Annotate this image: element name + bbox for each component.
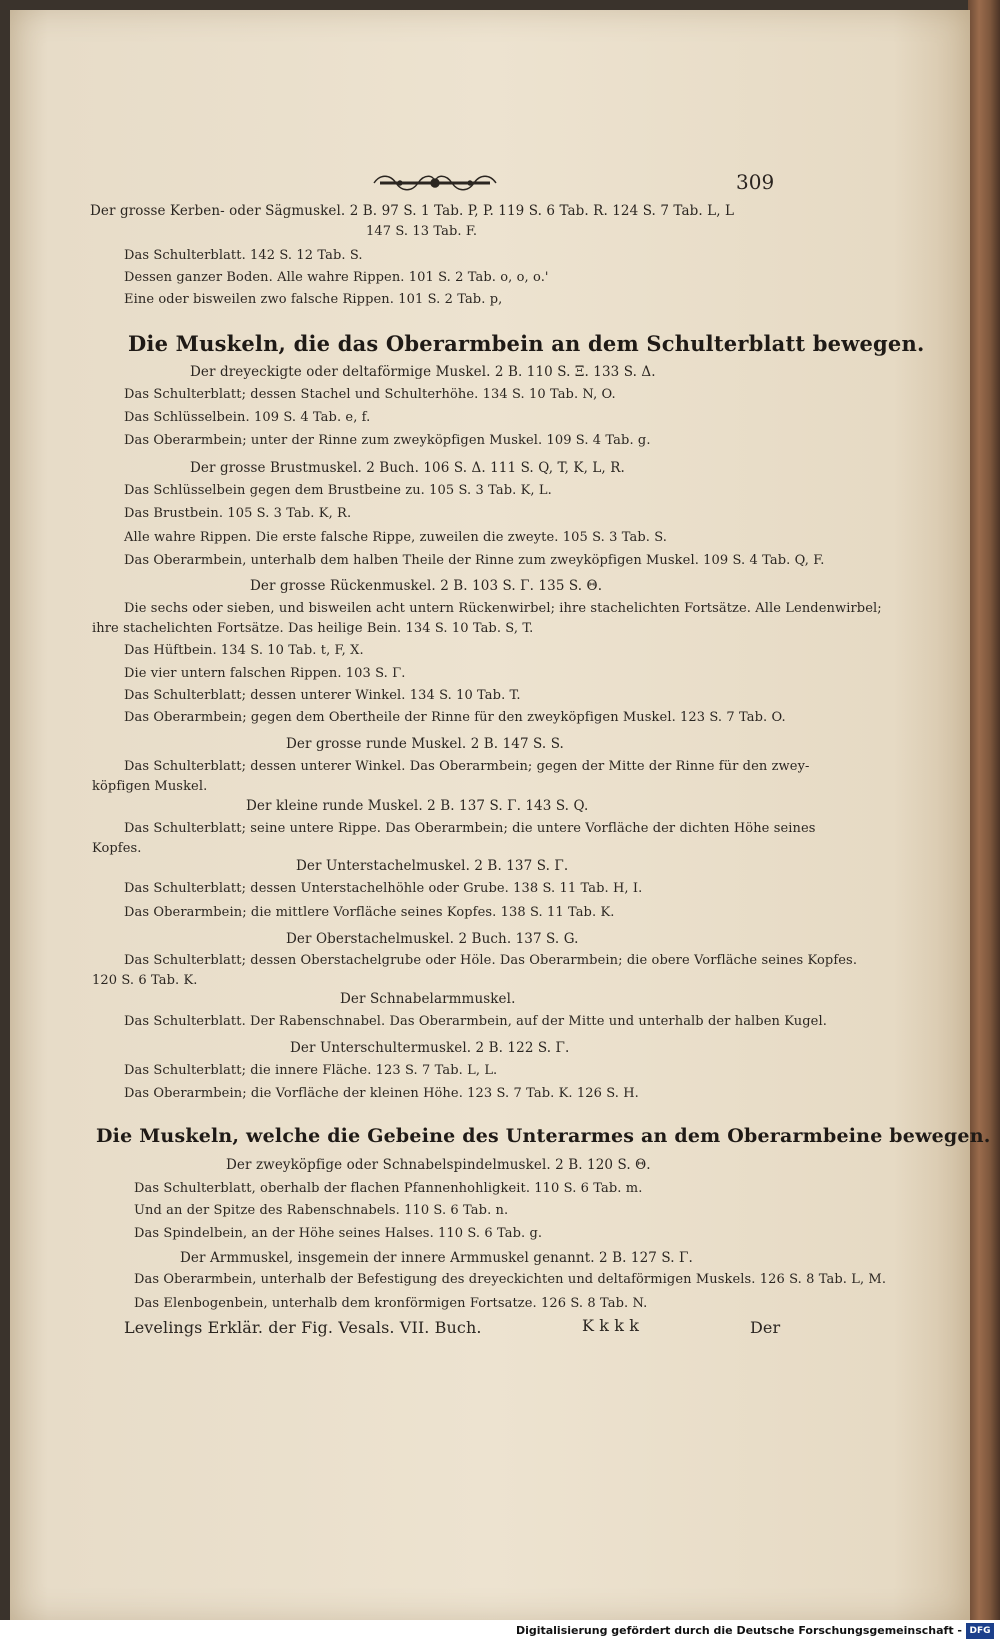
muscle-heading: Der Schnabelarmmuskel. bbox=[340, 991, 516, 1007]
section-heading: Die Muskeln, die das Oberarmbein an dem Schulterblatt bewegen. bbox=[128, 331, 925, 356]
text-line: Das Oberarmbein; gegen dem Obertheile der Rinne für den zweyköpfigen Muskel. 123 S. 7 Tab. O. bbox=[124, 710, 786, 725]
page-number: 309 bbox=[736, 170, 775, 194]
text-line: Das Schulterblatt, oberhalb der flachen Pfannenhohligkeit. 110 S. 6 Tab. m. bbox=[134, 1181, 643, 1196]
muscle-heading: Der grosse Brustmuskel. 2 Buch. 106 S. Δ. 111 S. Q, T, K, L, R. bbox=[190, 460, 625, 476]
text-line: Alle wahre Rippen. Die erste falsche Rippe, zuweilen die zweyte. 105 S. 3 Tab. S. bbox=[124, 530, 667, 545]
text-line: Dessen ganzer Boden. Alle wahre Rippen. 101 S. 2 Tab. o, o, o.' bbox=[124, 270, 549, 285]
muscle-heading: Der Oberstachelmuskel. 2 Buch. 137 S. G. bbox=[286, 931, 579, 947]
scanner-background-left bbox=[0, 0, 10, 1620]
text-line: Und an der Spitze des Rabenschnabels. 110 S. 6 Tab. n. bbox=[134, 1203, 509, 1218]
catchword: Der bbox=[750, 1318, 781, 1337]
text-line: Der grosse Kerben- oder Sägmuskel. 2 B. 97 S. 1 Tab. P, P. 119 S. 6 Tab. R. 124 S. 7 Tab. L, L bbox=[90, 203, 735, 219]
text-line: Das Schulterblatt. 142 S. 12 Tab. S. bbox=[124, 248, 363, 263]
printer-ornament bbox=[370, 172, 500, 194]
muscle-heading: Der grosse runde Muskel. 2 B. 147 S. S. bbox=[286, 736, 564, 752]
credit-bar bbox=[0, 1620, 1000, 1645]
text-line: Das Schlüsselbein gegen dem Brustbeine zu. 105 S. 3 Tab. K, L. bbox=[124, 483, 552, 498]
section-heading: Die Muskeln, welche die Gebeine des Unterarmes an dem Oberarmbeine bewegen. bbox=[96, 1125, 991, 1147]
text-line: Das Schulterblatt; dessen unterer Winkel. 134 S. 10 Tab. T. bbox=[124, 688, 521, 703]
running-title: Levelings Erklär. der Fig. Vesals. VII. Buch. bbox=[124, 1318, 482, 1337]
muscle-heading: Der Armmuskel, insgemein der innere Armmuskel genannt. 2 B. 127 S. Γ. bbox=[180, 1250, 693, 1266]
text-line: Die sechs oder sieben, und bisweilen acht untern Rückenwirbel; ihre stachelichten Fortsätze. Alle Lendenwirbel; bbox=[124, 601, 882, 616]
text-line: Das Spindelbein, an der Höhe seines Halses. 110 S. 6 Tab. g. bbox=[134, 1226, 543, 1241]
book-cover-edge bbox=[968, 0, 1000, 1620]
signature-mark: K k k k bbox=[582, 1316, 639, 1335]
text-line: Das Oberarmbein, unterhalb der Befestigung des dreyeckichten und deltaförmigen Muskels. 126 S. 8 Tab. L, M. bbox=[134, 1272, 887, 1287]
text-line: Das Brustbein. 105 S. 3 Tab. K, R. bbox=[124, 506, 352, 521]
text-line: 120 S. 6 Tab. K. bbox=[92, 973, 198, 988]
text-line: Das Schulterblatt. Der Rabenschnabel. Das Oberarmbein, auf der Mitte und unterhalb der halben Kugel. bbox=[124, 1014, 827, 1029]
text-line: Das Schlüsselbein. 109 S. 4 Tab. e, f. bbox=[124, 410, 371, 425]
text-line: Das Oberarmbein, unterhalb dem halben Theile der Rinne zum zweyköpfigen Muskel. 109 S. 4 Tab. Q, F. bbox=[124, 553, 825, 568]
text-line: Das Elenbogenbein, unterhalb dem kronförmigen Fortsatze. 126 S. 8 Tab. N. bbox=[134, 1296, 648, 1311]
text-line: Das Oberarmbein; unter der Rinne zum zweyköpfigen Muskel. 109 S. 4 Tab. g. bbox=[124, 433, 651, 448]
text-line: Das Schulterblatt; dessen unterer Winkel. Das Oberarmbein; gegen der Mitte der Rinne für den zwey- bbox=[124, 759, 810, 774]
text-line: 147 S. 13 Tab. F. bbox=[366, 224, 478, 239]
text-line: Eine oder bisweilen zwo falsche Rippen. 101 S. 2 Tab. p, bbox=[124, 292, 503, 307]
text-line: Das Oberarmbein; die mittlere Vorfläche seines Kopfes. 138 S. 11 Tab. K. bbox=[124, 905, 615, 920]
text-line: Das Schulterblatt; die innere Fläche. 123 S. 7 Tab. L, L. bbox=[124, 1063, 498, 1078]
text-line: Das Schulterblatt; seine untere Rippe. Das Oberarmbein; die untere Vorfläche der dichten Höhe seines bbox=[124, 821, 816, 836]
text-line: Das Schulterblatt; dessen Unterstachelhöhle oder Grube. 138 S. 11 Tab. H, I. bbox=[124, 881, 643, 896]
text-line: Die vier untern falschen Rippen. 103 S. Γ. bbox=[124, 666, 406, 681]
muscle-heading: Der dreyeckigte oder deltaförmige Muskel. 2 B. 110 S. Ξ. 133 S. Δ. bbox=[190, 364, 656, 380]
digitization-credit: Digitalisierung gefördert durch die Deutsche Forschungsgemeinschaft - bbox=[515, 1624, 962, 1637]
text-line: Das Oberarmbein; die Vorfläche der kleinen Höhe. 123 S. 7 Tab. K. 126 S. H. bbox=[124, 1086, 639, 1101]
text-line: Das Schulterblatt; dessen Oberstachelgrube oder Höle. Das Oberarmbein; die obere Vorfläche seines Kopfes. bbox=[124, 953, 858, 968]
dfg-logo: DFG bbox=[966, 1623, 994, 1639]
text-line: Kopfes. bbox=[92, 841, 142, 856]
muscle-heading: Der kleine runde Muskel. 2 B. 137 S. Γ. 143 S. Q. bbox=[246, 798, 589, 814]
text-line: ihre stachelichten Fortsätze. Das heilige Bein. 134 S. 10 Tab. S, T. bbox=[92, 621, 534, 636]
muscle-heading: Der Unterschultermuskel. 2 B. 122 S. Γ. bbox=[290, 1040, 570, 1056]
muscle-heading: Der Unterstachelmuskel. 2 B. 137 S. Γ. bbox=[296, 858, 569, 874]
text-line: Das Schulterblatt; dessen Stachel und Schulterhöhe. 134 S. 10 Tab. N, O. bbox=[124, 387, 616, 402]
muscle-heading: Der zweyköpfige oder Schnabelspindelmuskel. 2 B. 120 S. Θ. bbox=[226, 1157, 651, 1173]
muscle-heading: Der grosse Rückenmuskel. 2 B. 103 S. Γ. 135 S. Θ. bbox=[250, 578, 603, 594]
text-line: köpfigen Muskel. bbox=[92, 779, 208, 794]
text-line: Das Hüftbein. 134 S. 10 Tab. t, F, X. bbox=[124, 643, 364, 658]
